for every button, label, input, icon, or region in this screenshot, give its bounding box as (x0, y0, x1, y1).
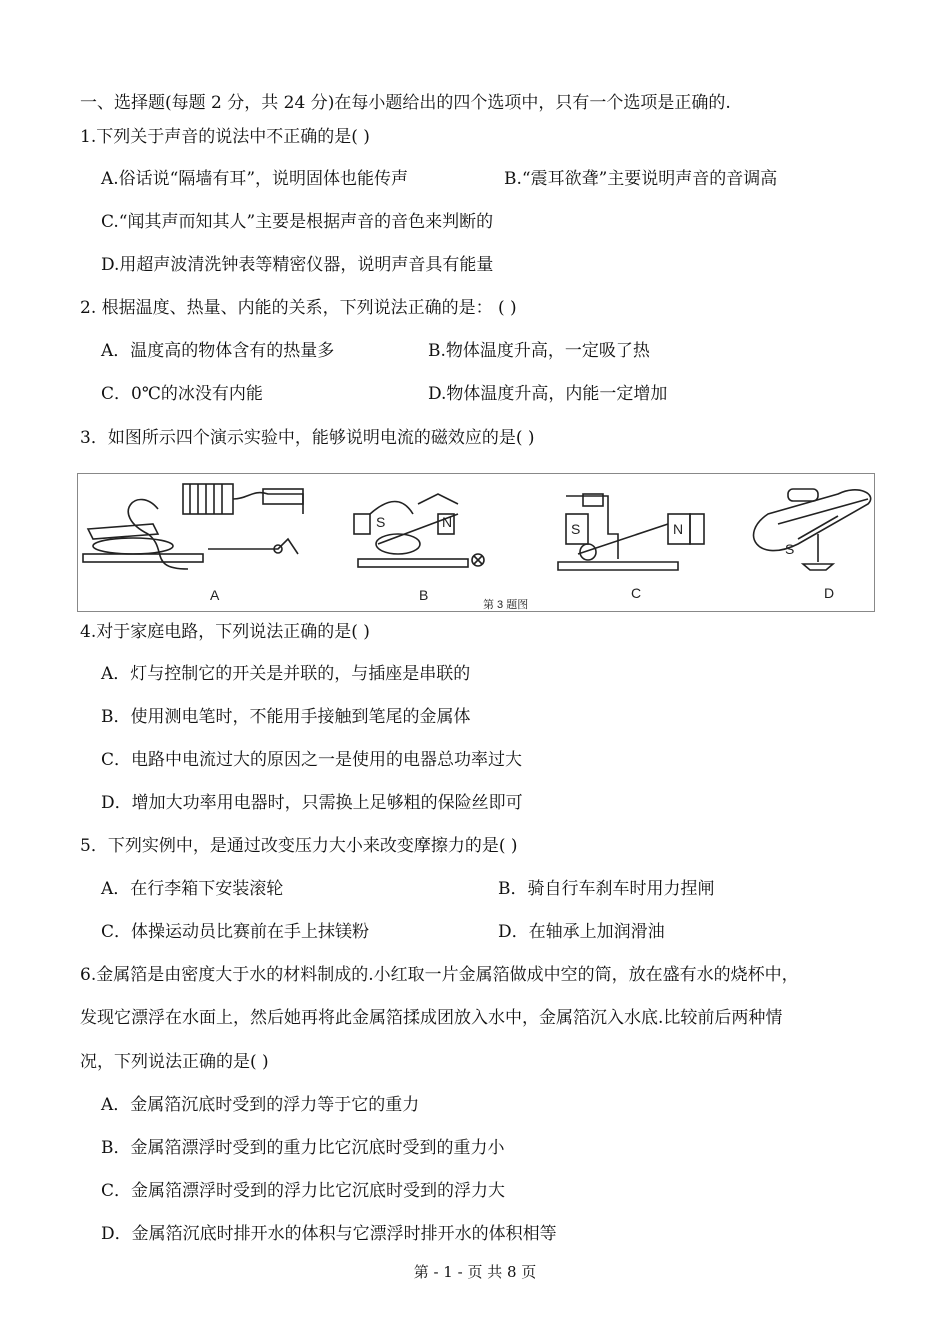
question-6-option-d: D．金属箔沉底时排开水的体积与它漂浮时排开水的体积相等 (101, 1224, 557, 1244)
question-6-stem-line-2: 发现它漂浮在水面上，然后她再将此金属箔揉成团放入水中，金属箔沉入水底.比较前后两种情 (80, 1008, 783, 1028)
figure-label-c: C (631, 585, 642, 601)
question-5-option-a: A．在行李箱下安装滚轮 (101, 879, 284, 899)
magnet-pole-label: S (376, 514, 386, 530)
question-5-option-c: C．体操运动员比赛前在手上抹镁粉 (101, 922, 370, 942)
question-6-option-a: A．金属箔沉底时受到的浮力等于它的重力 (101, 1095, 420, 1115)
question-2-option-b: B.物体温度升高，一定吸了热 (428, 341, 650, 361)
question-2-option-d: D.物体温度升高，内能一定增加 (428, 384, 668, 404)
experiment-illustration (78, 474, 874, 611)
section-heading: 一、选择题(每题 2 分，共 24 分)在每小题给出的四个选项中，只有一个选项是正确的. (80, 93, 731, 113)
magnet-pole-label: N (673, 521, 684, 537)
magnet-pole-label: S (785, 541, 795, 557)
question-3-figure (77, 473, 875, 612)
question-1-option-c: C.“闻其声而知其人”主要是根据声音的音色来判断的 (101, 212, 494, 232)
question-1-stem: 1.下列关于声音的说法中不正确的是( ) (80, 127, 370, 147)
experiment-b-apparatus (354, 494, 484, 567)
experiment-d-apparatus (754, 489, 871, 570)
question-2-option-a: A．温度高的物体含有的热量多 (101, 341, 335, 361)
figure-label-b: B (419, 587, 429, 603)
question-5-option-b: B．骑自行车刹车时用力捏闸 (498, 879, 715, 899)
question-2-stem: 2. 根据温度、热量、内能的关系，下列说法正确的是： ( ) (80, 298, 517, 318)
question-6-option-b: B．金属箔漂浮时受到的重力比它沉底时受到的重力小 (101, 1138, 505, 1158)
figure-caption: 第 3 题图 (483, 599, 529, 611)
question-4-option-a: A．灯与控制它的开关是并联的，与插座是串联的 (101, 664, 471, 684)
question-6-stem-line-1: 6.金属箔是由密度大于水的材料制成的.小红取一片金属箔做成中空的筒，放在盛有水的烧杯中， (80, 965, 799, 985)
question-5-stem: 5．下列实例中，是通过改变压力大小来改变摩擦力的是( ) (80, 836, 518, 856)
question-3-stem: 3．如图所示四个演示实验中，能够说明电流的磁效应的是( ) (80, 428, 535, 448)
experiment-a-apparatus (83, 484, 303, 569)
question-2-option-c: C．0℃的冰没有内能 (101, 384, 263, 404)
question-4-option-b: B．使用测电笔时，不能用手接触到笔尾的金属体 (101, 707, 471, 727)
page-footer: 第 - 1 - 页 共 8 页 (413, 1263, 537, 1281)
question-1-option-a: A.俗话说“隔墙有耳”，说明固体也能传声 (101, 169, 409, 189)
question-5-option-d: D．在轴承上加润滑油 (498, 922, 665, 942)
magnet-pole-label: N (442, 514, 453, 530)
question-4-option-d: D．增加大功率用电器时，只需换上足够粗的保险丝即可 (101, 793, 523, 813)
question-4-stem: 4.对于家庭电路，下列说法正确的是( ) (80, 622, 370, 642)
figure-label-d: D (824, 585, 835, 601)
question-1-option-b: B.“震耳欲聋”主要说明声音的音调高 (504, 169, 778, 189)
question-4-option-c: C．电路中电流过大的原因之一是使用的电器总功率过大 (101, 750, 523, 770)
question-6-stem-line-3: 况，下列说法正确的是( ) (80, 1052, 269, 1072)
question-6-option-c: C．金属箔漂浮时受到的浮力比它沉底时受到的浮力大 (101, 1181, 506, 1201)
magnet-pole-label: S (571, 521, 581, 537)
figure-label-a: A (210, 587, 220, 603)
question-1-option-d: D.用超声波清洗钟表等精密仪器，说明声音具有能量 (101, 255, 494, 275)
